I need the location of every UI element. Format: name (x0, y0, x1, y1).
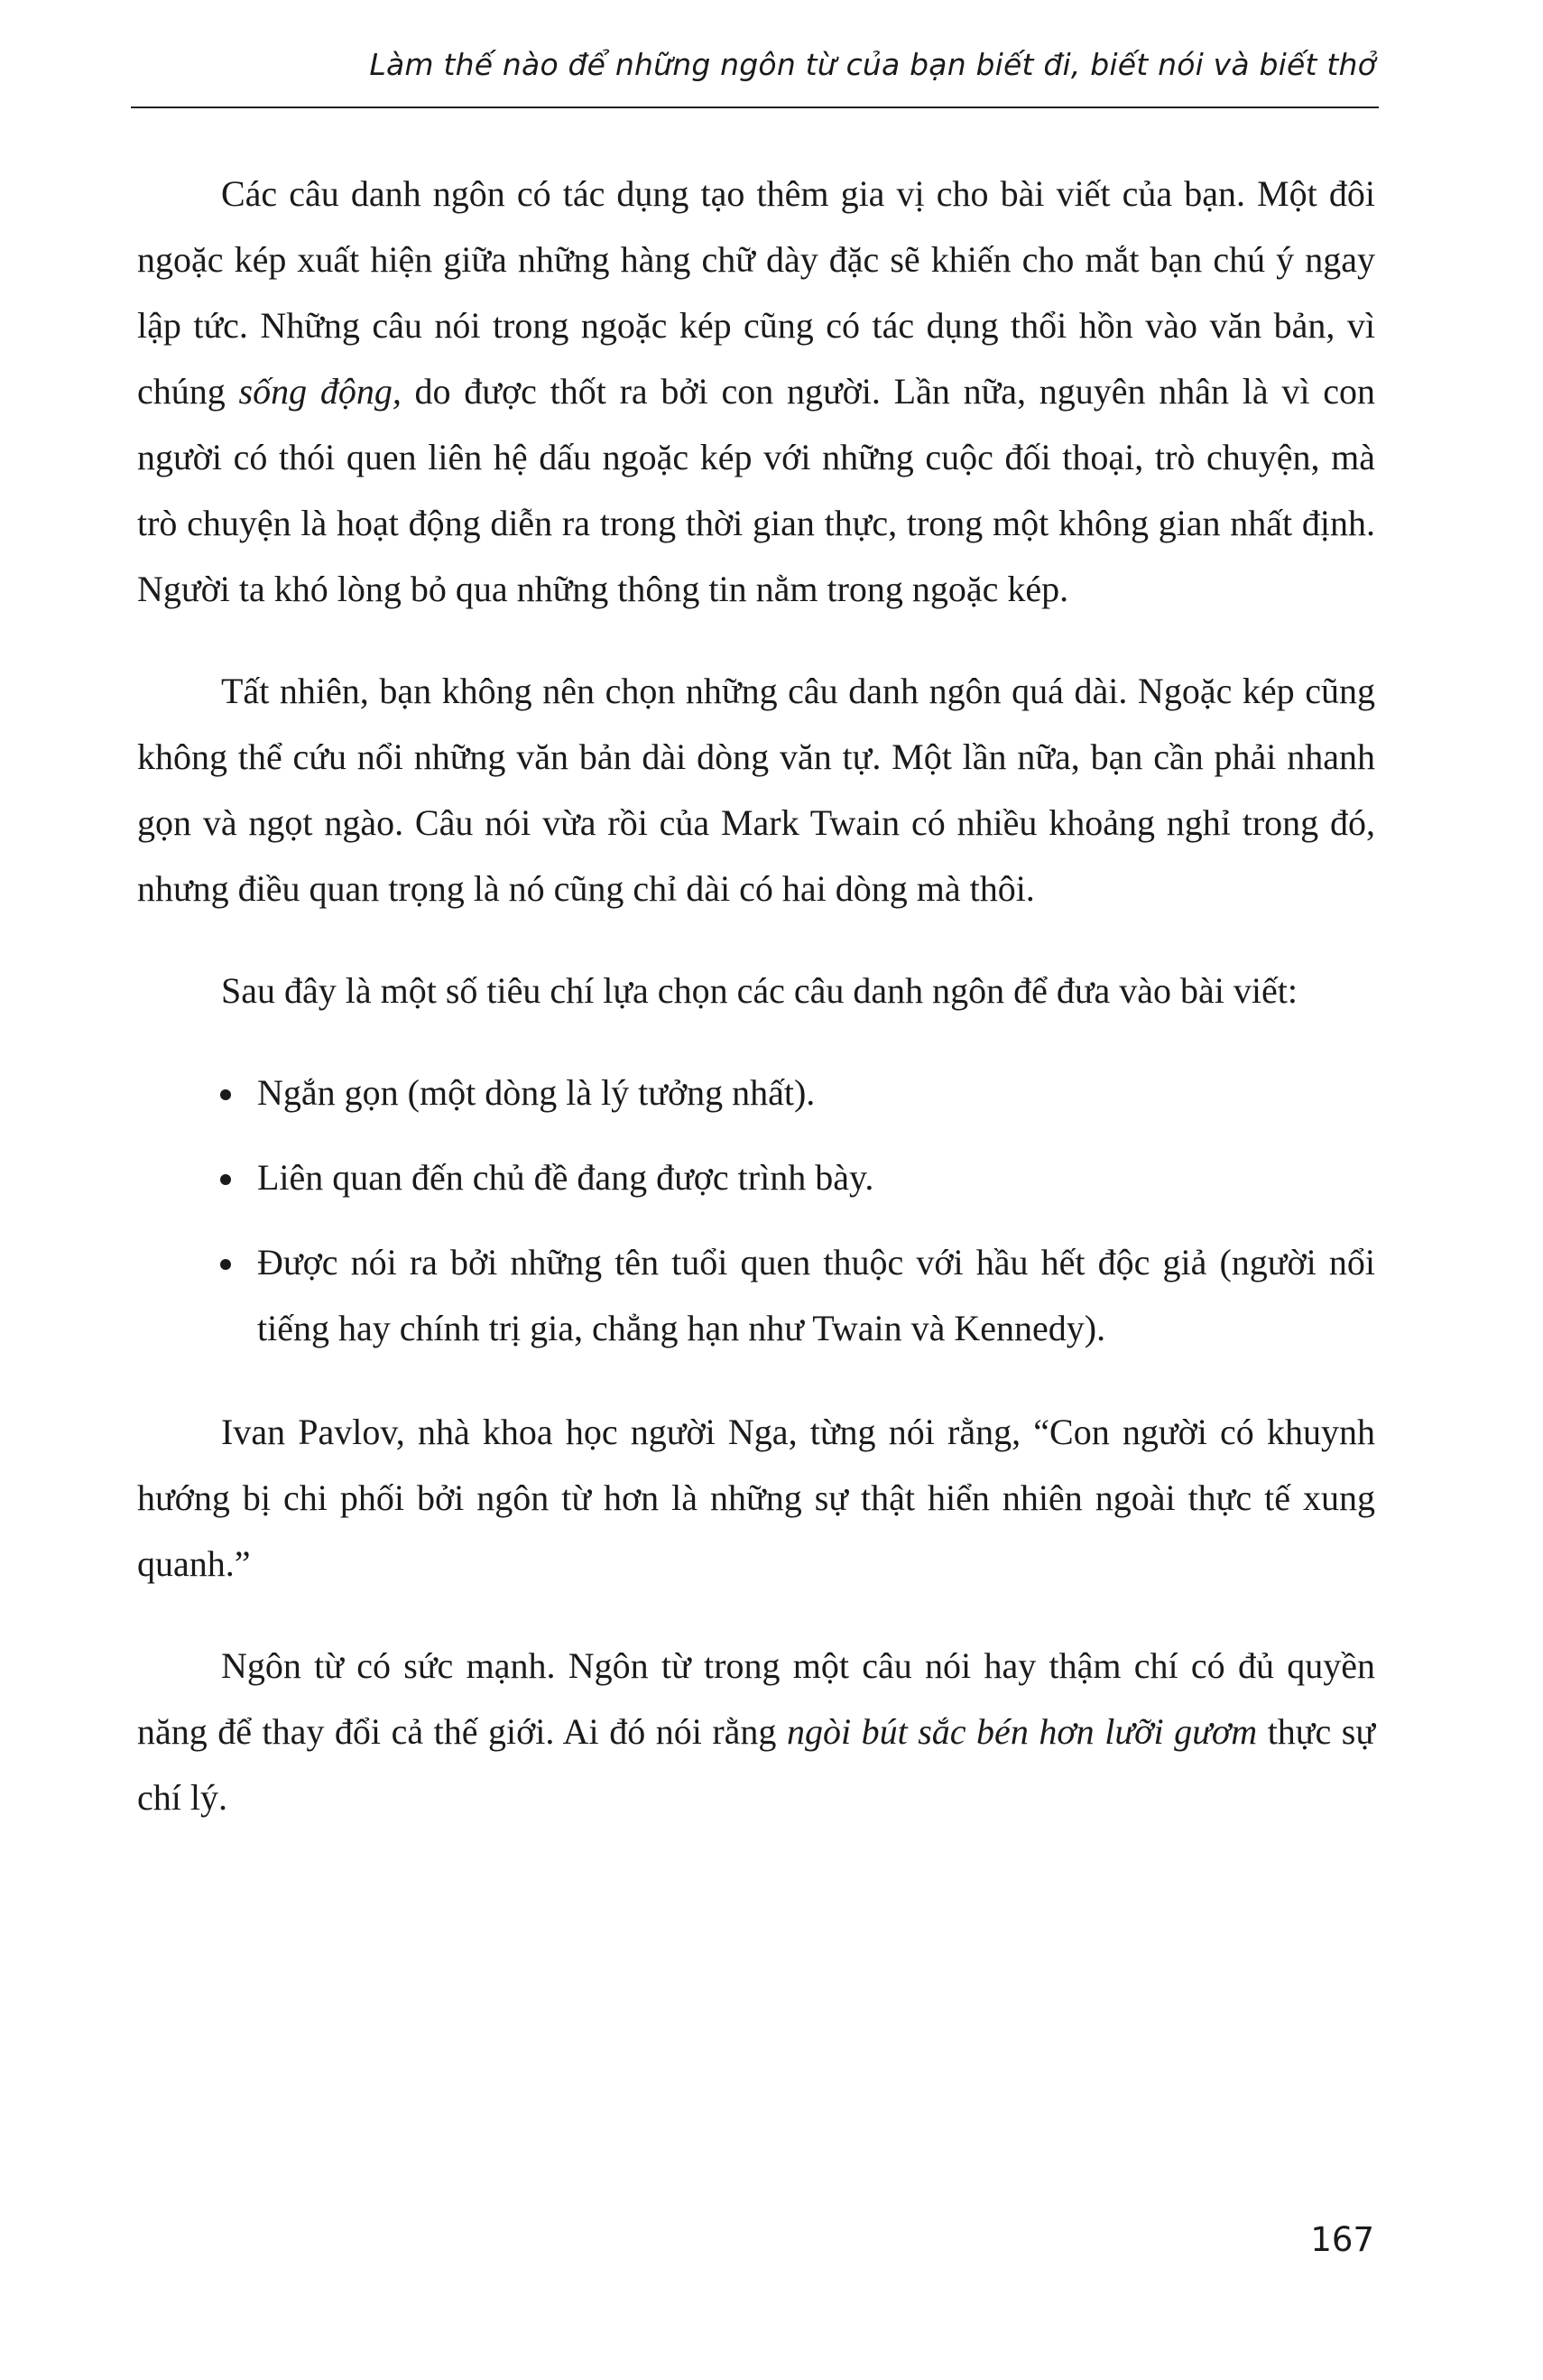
list-item-text: Ngắn gọn (một dòng là lý tưởng nhất). (257, 1072, 816, 1113)
paragraph-power-of-words (137, 1633, 1375, 1830)
paragraph-quotes-spice (137, 161, 1375, 622)
list-item (137, 1060, 1375, 1125)
list-item (137, 1144, 1375, 1210)
list-item-text: Liên quan đến chủ đề đang được trình bày. (257, 1157, 874, 1198)
paragraph-short-quotes: Tất nhiên, bạn không nên chọn những câu danh ngôn quá dài. Ngoặc kép cũng không thể cứu nổi những văn bản dài dòng văn tự. Một lần nữa, bạn cần phải nhanh gọn và ngọt ngào. Câu nói vừa rồi của Mark Twain có nhiều khoảng nghỉ trong đó, nhưng điều quan trọng là nó cũng chỉ dài có hai dòng mà thôi. (137, 671, 1375, 909)
italic-phrase: sống động, (238, 371, 402, 412)
header-divider (131, 106, 1379, 108)
paragraph-text: Ngôn từ có sức mạnh. Ngôn từ trong một câu nói hay thậm chí có đủ quyền năng để thay đổi cả thế giới. Ai đó nói rằng (137, 1645, 1375, 1752)
paragraph-pavlov-quote: Ivan Pavlov, nhà khoa học người Nga, từng nói rằng, “Con người có khuynh hướng bị chi phối bởi ngôn từ hơn là những sự thật hiển nhiên ngoài thực tế xung quanh.” (137, 1412, 1375, 1584)
paragraph-text: Các câu danh ngôn có tác dụng tạo thêm gia vị cho bài viết của bạn. Một đôi ngoặc kép xuất hiện giữa những hàng chữ dày đặc sẽ khiến cho mắt bạn chú ý ngay lập tức. Những câu nói trong ngoặc kép cũng có tác dụng thổi hồn vào văn bản, vì chúng (137, 173, 1375, 412)
list-item (137, 1229, 1375, 1361)
criteria-list (137, 1060, 1375, 1361)
page-number: 167 (1310, 2220, 1374, 2259)
paragraph-criteria-intro: Sau đây là một số tiêu chí lựa chọn các câu danh ngôn để đưa vào bài viết: (221, 970, 1298, 1011)
running-header-title: Làm thế nào để những ngôn từ của bạn biết đi, biết nói và biết thở (369, 47, 1376, 82)
paragraph-text: do được thốt ra bởi con người. Lần nữa, nguyên nhân là vì con người có thói quen liên hệ dấu ngoặc kép với những cuộc đối thoại, trò chuyện, mà trò chuyện là hoạt động diễn ra trong thời gian thực, trong một không gian nhất định. Người ta khó lòng bỏ qua những thông tin nằm trong ngoặc kép. (137, 371, 1375, 609)
paragraph-text: thực sự chí lý. (137, 1711, 1376, 1818)
list-item-text: Được nói ra bởi những tên tuổi quen thuộc với hầu hết độc giả (người nổi tiếng hay chính trị gia, chẳng hạn như Twain và Kennedy). (257, 1242, 1375, 1348)
body-text (137, 161, 1375, 1866)
italic-phrase: ngòi bút sắc bén hơn lưỡi gươm (786, 1711, 1258, 1752)
bullet-icon (220, 1089, 231, 1100)
bullet-icon (220, 1259, 231, 1270)
bullet-icon (220, 1174, 231, 1185)
